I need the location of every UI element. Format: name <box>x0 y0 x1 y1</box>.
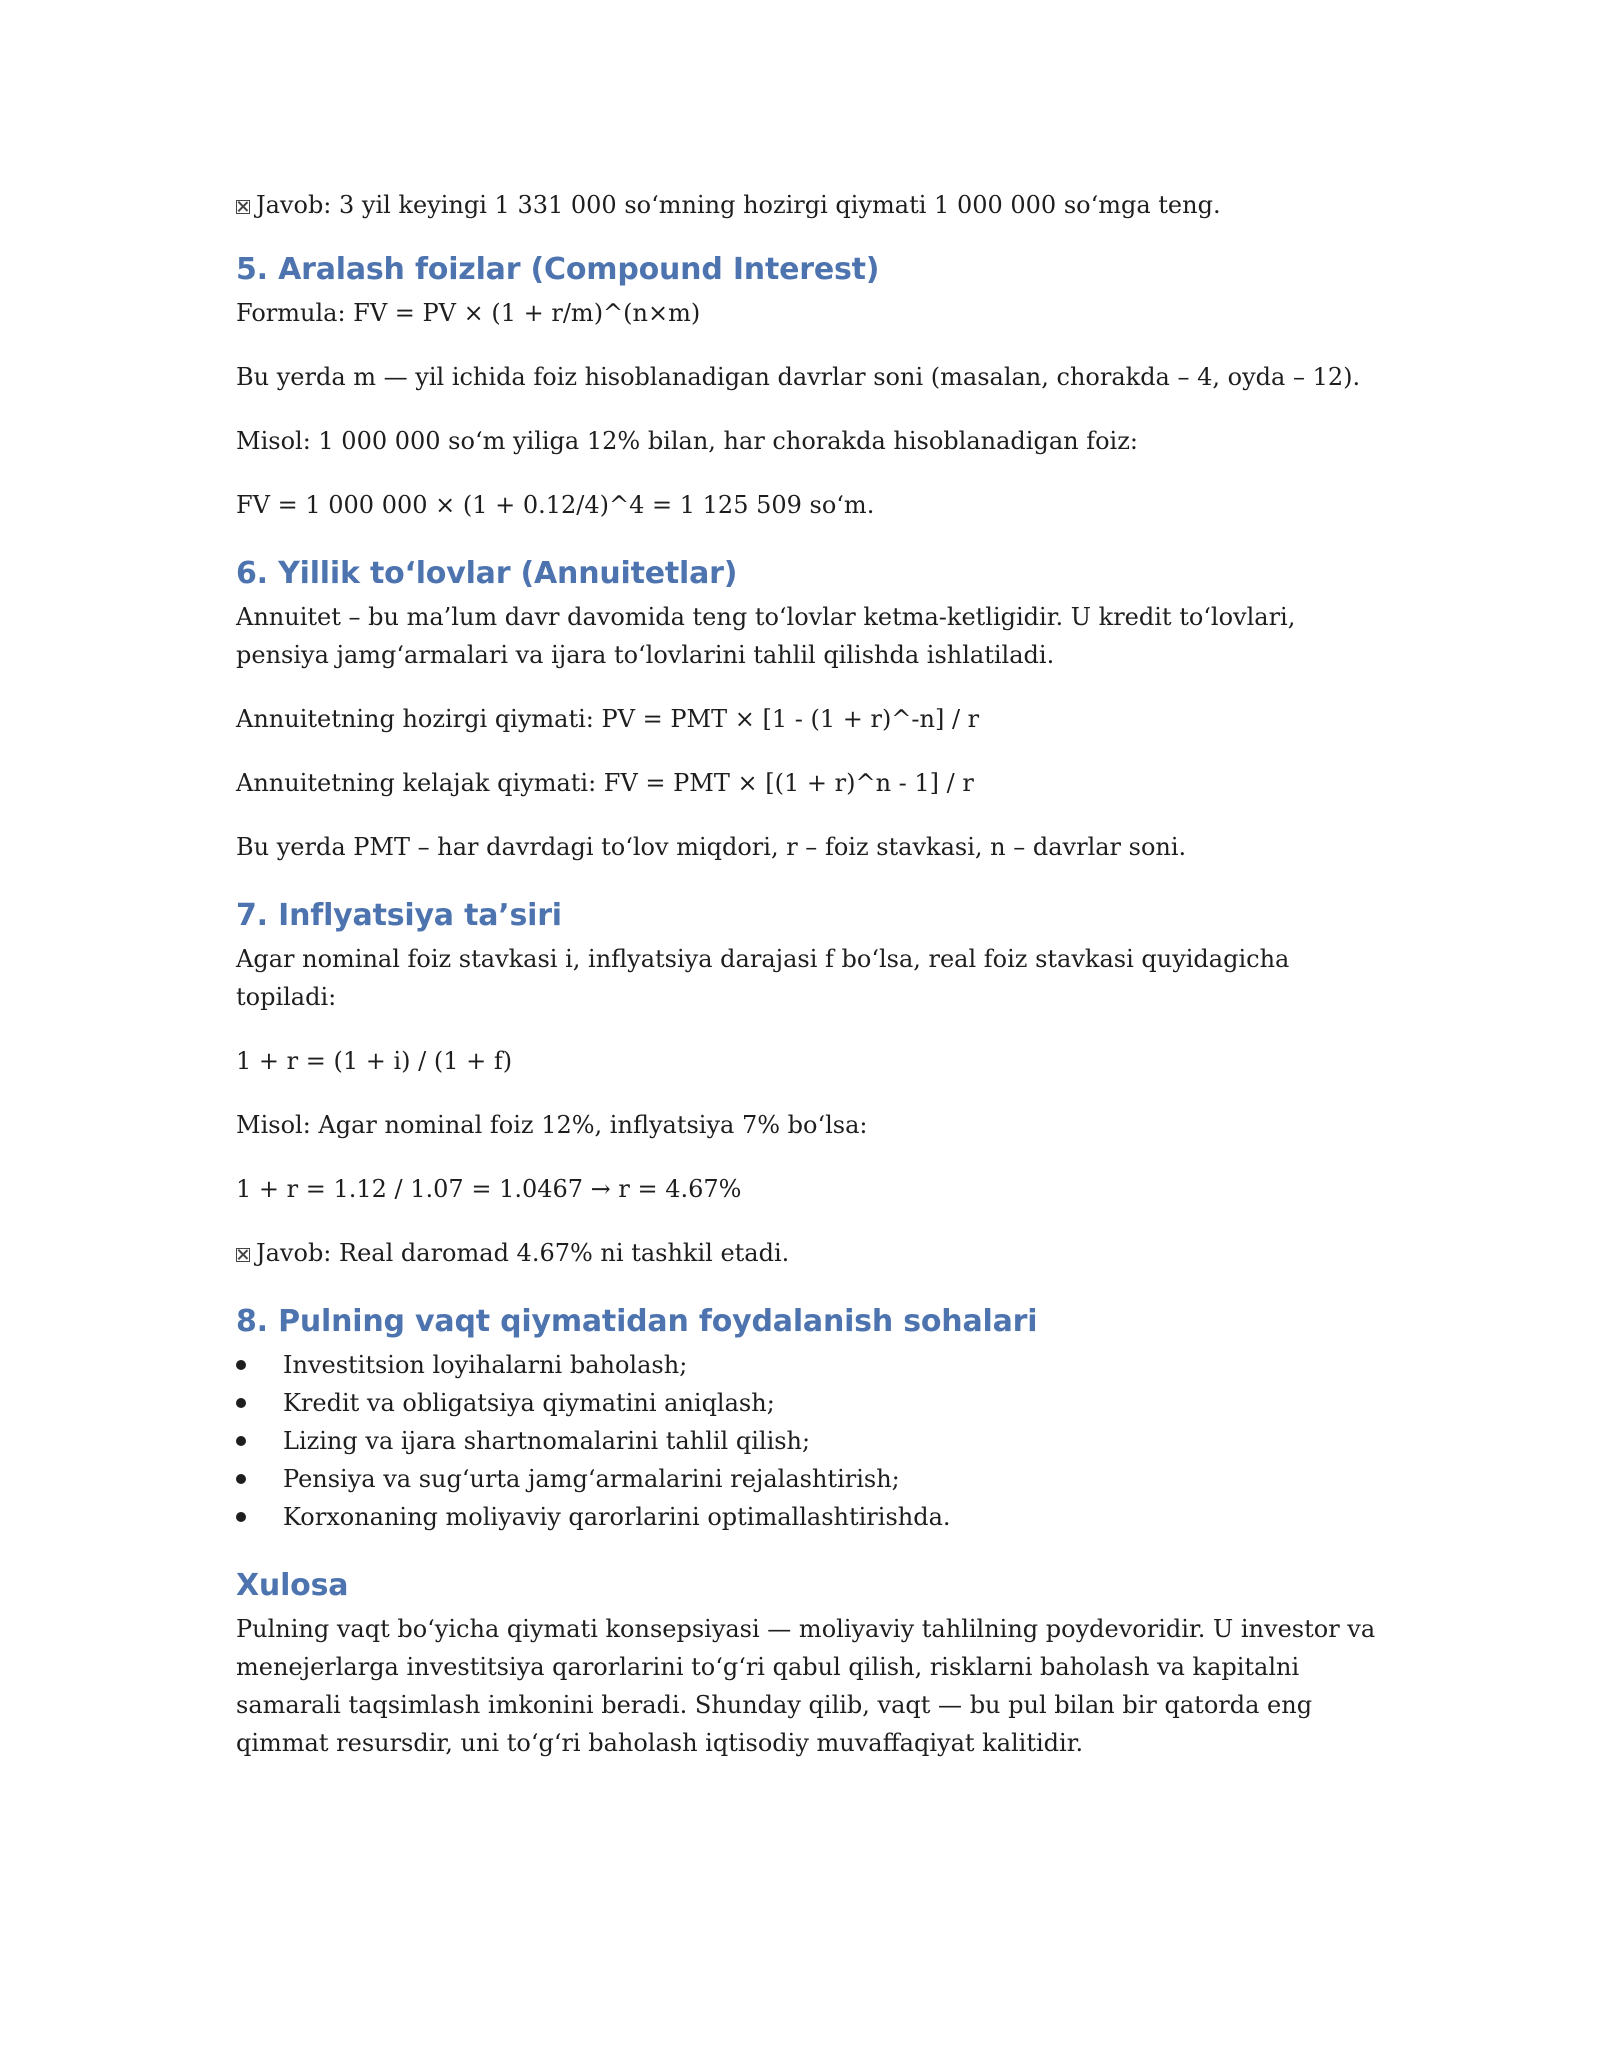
bullet-icon <box>236 1398 246 1408</box>
bullet-icon <box>236 1474 246 1484</box>
section-7-formula: 1 + r = (1 + i) / (1 + f) <box>236 1047 513 1075</box>
bullet-icon <box>236 1512 246 1522</box>
section-8-heading: 8. Pulning vaqt qiymatidan foydalanish sohalari <box>236 1304 1038 1339</box>
bullet-icon <box>236 1436 246 1446</box>
section-6-fv-formula: Annuitetning kelajak qiymati: FV = PMT × [(1 + r)^n - 1] / r <box>236 769 974 797</box>
section-7-example: Misol: Agar nominal foiz 12%, inflyatsiya 7% bo‘lsa: <box>236 1111 868 1139</box>
section-6-legend: Bu yerda PMT – har davrdagi to‘lov miqdori, r – foiz stavkasi, n – davrlar soni. <box>236 833 1187 861</box>
section-6-intro: Annuitet – bu ma’lum davr davomida teng to‘lovlar ketma-ketligidir. U kredit to‘lovlari, pensiya jamg‘armalari va ijara to‘lovlarini tahlil qilishda ishlatiladi. <box>236 603 1296 669</box>
answer-paragraph-2 <box>236 1234 1376 1272</box>
section-5-example: Misol: 1 000 000 so‘m yiliga 12% bilan, har chorakda hisoblanadigan foiz: <box>236 427 1138 455</box>
checkbox-icon <box>236 1248 250 1262</box>
usage-list <box>236 1346 1376 1536</box>
answer-paragraph-1 <box>236 186 1376 224</box>
list-item: Lizing va ijara shartnomalarini tahlil qilish; <box>236 1422 1376 1460</box>
answer-text-2: Javob: Real daromad 4.67% ni tashkil etadi. <box>256 1239 790 1267</box>
list-item: Investitsion loyihalarni baholash; <box>236 1346 1376 1384</box>
document-page <box>236 186 1376 1762</box>
section-5-heading: 5. Aralash foizlar (Compound Interest) <box>236 252 880 287</box>
section-6-heading: 6. Yillik to‘lovlar (Annuitetlar) <box>236 556 738 591</box>
checkbox-icon <box>236 200 250 214</box>
conclusion-text: Pulning vaqt bo‘yicha qiymati konsepsiyasi — moliyaviy tahlilning poydevoridir. U investor va menejerlarga investitsiya qarorlarini to‘g‘ri qabul qilish, risklarni baholash va kapitalni samarali taqsimlash imkonini beradi. Shunday qilib, vaqt — bu pul bilan bir qatorda eng qimmat resursdir, uni to‘g‘ri baholash iqtisodiy muvaffaqiyat kalitidir. <box>236 1615 1376 1757</box>
section-5-formula: Formula: FV = PV × (1 + r/m)^(n×m) <box>236 299 701 327</box>
list-item: Korxonaning moliyaviy qarorlarini optimallashtirishda. <box>236 1498 1376 1536</box>
section-7-heading: 7. Inflyatsiya ta’siri <box>236 898 562 933</box>
section-7-calc: 1 + r = 1.12 / 1.07 = 1.0467 → r = 4.67% <box>236 1175 742 1203</box>
answer-text-1: Javob: 3 yil keyingi 1 331 000 so‘mning hozirgi qiymati 1 000 000 so‘mga teng. <box>256 191 1221 219</box>
list-item: Kredit va obligatsiya qiymatini aniqlash; <box>236 1384 1376 1422</box>
section-5-calc: FV = 1 000 000 × (1 + 0.12/4)^4 = 1 125 509 so‘m. <box>236 491 875 519</box>
section-6-pv-formula: Annuitetning hozirgi qiymati: PV = PMT × [1 - (1 + r)^-n] / r <box>236 705 980 733</box>
conclusion-heading: Xulosa <box>236 1568 349 1603</box>
section-7-intro: Agar nominal foiz stavkasi i, inflyatsiya darajasi f bo‘lsa, real foiz stavkasi quyidagicha topiladi: <box>236 945 1290 1011</box>
list-item: Pensiya va sug‘urta jamg‘armalarini rejalashtirish; <box>236 1460 1376 1498</box>
bullet-icon <box>236 1360 246 1370</box>
section-5-explanation: Bu yerda m — yil ichida foiz hisoblanadigan davrlar soni (masalan, chorakda – 4, oyda – 12). <box>236 363 1361 391</box>
